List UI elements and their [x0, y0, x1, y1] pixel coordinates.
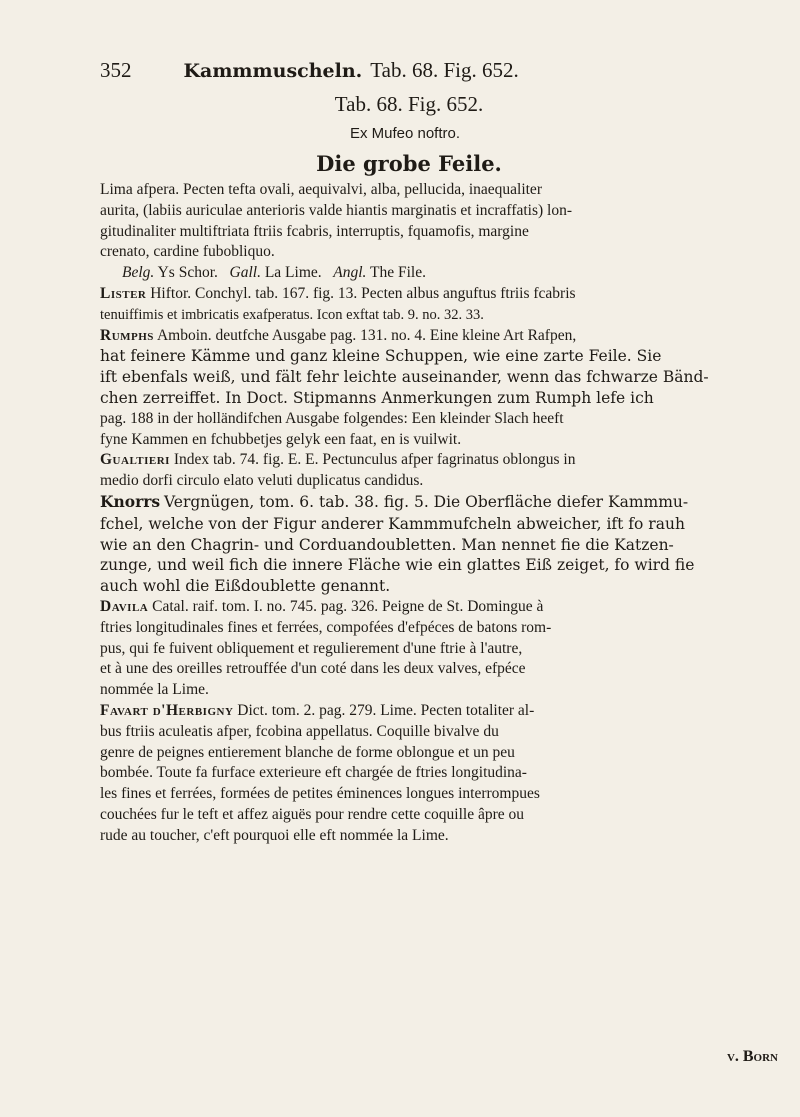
- author-name: Favart d'Herbigny: [100, 701, 234, 719]
- text-line: wie an den Chagrin- und Corduandoubletten. Man nennet fie die Katzen-: [100, 535, 674, 554]
- text-line: genre de peignes entierement blanche de forme oblongue et un peu: [100, 743, 515, 761]
- text-line: et à une des oreilles retrouffée d'un coté dans les deux valves, efpéce: [100, 660, 526, 678]
- text-line: rude au toucher, c'eft pourquoi elle eft nommée la Lime.: [100, 826, 449, 844]
- species-title: Die grobe Feile.: [316, 151, 502, 176]
- text-line: ift ebenfals weiß, und fält fehr leichte auseinander, wenn das fchwarze Bänd-: [100, 368, 709, 387]
- reference-gualtieri: [100, 450, 780, 492]
- text-line: fchel, welche von der Figur anderer Kammmufcheln abweicher, ift fo rauh: [100, 514, 685, 533]
- running-header: [100, 58, 519, 83]
- entry-body: [100, 180, 780, 847]
- author-name: Knorrs: [100, 491, 161, 511]
- text-line: nommée la Lime.: [100, 681, 209, 699]
- text-line: couchées fur le teft et affez aiguës pour rendre cette coquille âpre ou: [100, 805, 525, 823]
- text-line: hat feinere Kämme und ganz kleine Schuppen, wie eine zarte Feile. Sie: [100, 347, 662, 366]
- author-name: Gualtieri: [100, 451, 170, 469]
- text-line: ftries longitudinales fines et ferrées, compofées d'efpéces de batons rom-: [100, 618, 552, 636]
- text-line: Dict. tom. 2. pag. 279. Lime. Pecten totaliter al-: [237, 701, 535, 719]
- text-line: bombée. Toute fa furface exterieure eft chargée de ftries longitudina-: [100, 764, 527, 782]
- text-line: les fines et ferrées, formées de petites éminences longues interrompues: [100, 785, 540, 803]
- reference-davila: [100, 597, 780, 701]
- author-name: Davila: [100, 597, 149, 615]
- belg-label: Belg.: [122, 264, 155, 282]
- author-name: Lister: [100, 284, 147, 302]
- text-line: aurita, (labiis auriculae anterioris valde hiantis marginatis et incraffatis) lon-: [100, 201, 573, 219]
- text-line: Amboin. deutfche Ausgabe pag. 131. no. 4. Eine kleine Art Rafpen,: [156, 326, 577, 344]
- text-line: tenuiffimis et imbricatis exafperatus. Icon exftat tab. 9. no. 32. 33.: [100, 306, 484, 323]
- text-line: Lima afpera. Pecten tefta ovali, aequivalvi, alba, pellucida, inaequaliter: [100, 181, 542, 198]
- text-line: Hiftor. Conchyl. tab. 167. fig. 13. Pecten albus anguftus ftriis fcabris: [150, 284, 576, 302]
- text-line: bus ftriis aculeatis afper, fcobina appellatus. Coquille bivalve du: [100, 722, 499, 740]
- gall-name: La Lime.: [264, 264, 322, 282]
- reference-favart: [100, 701, 780, 847]
- text-line: gitudinaliter multiftriata ftriis fcabris, interruptis, fquamofis, margine: [100, 222, 529, 240]
- text-line: medio dorfi circulo elato veluti duplicatus candidus.: [100, 472, 424, 490]
- angl-name: The File.: [370, 264, 426, 282]
- author-name: Rumphs: [100, 326, 154, 344]
- header-tab-ref: Tab. 68. Fig. 652.: [370, 58, 519, 82]
- belg-name: Ys Schor.: [157, 264, 218, 282]
- text-line: crenato, cardine fubobliquo.: [100, 243, 275, 261]
- text-line: pag. 188 in der holländifchen Ausgabe folgendes: Een kleinder Slach heeft: [100, 409, 564, 427]
- text-line: auch wohl die Eißdoublette genannt.: [100, 577, 391, 596]
- running-title: Kammmuscheln.: [183, 60, 363, 82]
- vernacular-names: [100, 263, 780, 284]
- text-line: Catal. raif. tom. I. no. 745. pag. 326. Peigne de St. Domingue à: [152, 597, 544, 615]
- gall-label: Gall.: [229, 264, 261, 282]
- reference-knorr: [100, 492, 780, 597]
- text-line: chen zerreiffet. In Doct. Stipmanns Anmerkungen zum Rumph lefe ich: [100, 388, 654, 407]
- page-number: 352: [100, 58, 132, 82]
- text-line: pus, qui fe fuivent obliquement et regulierement d'une ftrie à l'autre,: [100, 639, 523, 657]
- plate-reference: Tab. 68. Fig. 652.: [334, 92, 484, 116]
- source-line: Ex Mufeo noftro.: [349, 125, 461, 142]
- text-line: Vergnügen, tom. 6. tab. 38. fig. 5. Die Oberfläche diefer Kammmu-: [164, 492, 689, 511]
- reference-lister: [100, 284, 780, 326]
- angl-label: Angl.: [333, 264, 367, 282]
- text-line: fyne Kammen en fchubbetjes gelyk een faat, en is vuilwit.: [100, 430, 462, 448]
- text-line: Index tab. 74. fig. E. E. Pectunculus afper fagrinatus oblongus in: [173, 451, 576, 469]
- catchword: v. Born: [726, 1048, 778, 1065]
- text-line: zunge, und weil fich die innere Fläche wie ein glattes Eiß zeiget, fo wird fie: [100, 556, 695, 575]
- latin-description: [100, 180, 780, 263]
- reference-rumphs: [100, 326, 780, 451]
